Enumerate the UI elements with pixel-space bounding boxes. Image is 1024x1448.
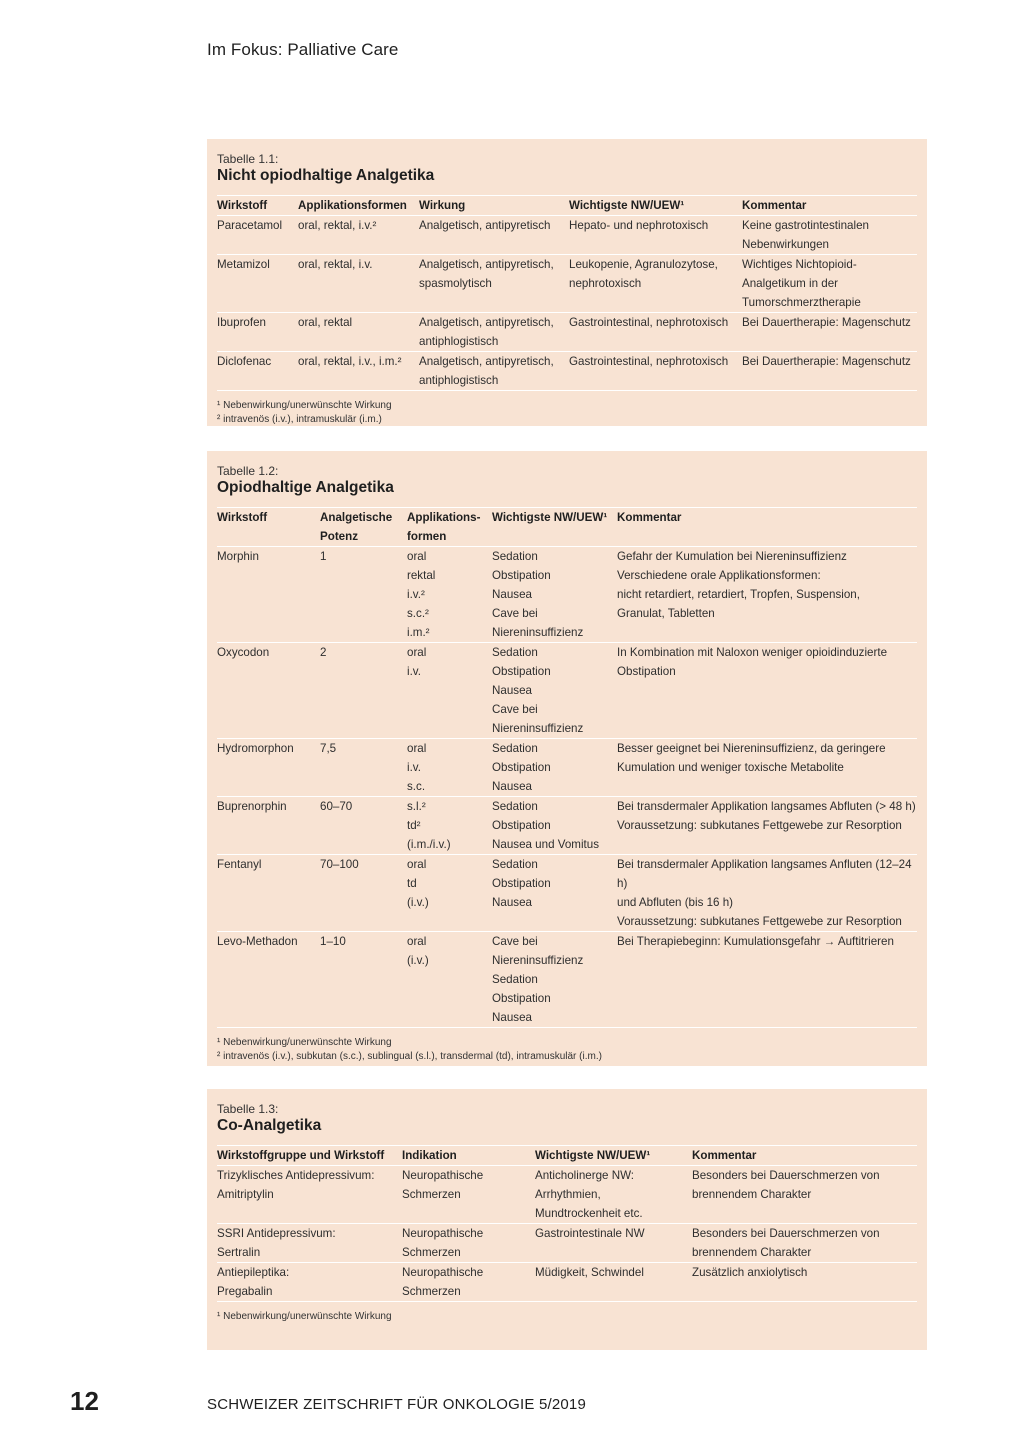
cell-nw-line: Sedation: [492, 800, 538, 813]
cell-nw: [492, 547, 617, 643]
column-header: Wichtigste NW/UEW¹: [535, 1146, 692, 1166]
cell-kommentar-line: Besonders bei Dauerschmerzen von: [692, 1227, 880, 1240]
cell-potenz: 70–100: [320, 855, 407, 932]
cell-indikation: [402, 1263, 535, 1302]
cell-wirkung: Analgetisch, antipyretisch: [419, 216, 569, 255]
table-row: [217, 1166, 917, 1224]
footnote: ¹ Nebenwirkung/unerwünschte Wirkung: [217, 400, 392, 411]
cell-kommentar-line: Bei transdermaler Applikation langsames Anfluten (12–24 h): [617, 858, 912, 890]
table-row: [217, 855, 917, 932]
cell-wirkstoff: Morphin: [217, 547, 320, 643]
cell-applikation-line: (i.v.): [407, 954, 429, 967]
cell-gruppe: [217, 1224, 402, 1263]
cell-nw: [492, 739, 617, 797]
table-row: [217, 643, 917, 739]
table-1-3-box: [207, 1089, 927, 1350]
cell-kommentar-line: In Kombination mit Naloxon weniger opioidinduzierte: [617, 646, 888, 659]
table-label: Tabelle 1.3:: [217, 1102, 279, 1116]
cell-nw: [535, 1263, 692, 1302]
cell-indikation-line: Neuropathische: [402, 1169, 484, 1182]
column-header: Wichtigste NW/UEW¹: [569, 196, 742, 216]
cell-kommentar-line: Verschiedene orale Applikationsformen:: [617, 569, 821, 582]
table-1-1: [217, 195, 917, 391]
cell-kommentar: [617, 797, 917, 855]
column-header: Indikation: [402, 1146, 535, 1166]
cell-potenz: 1: [320, 547, 407, 643]
column-header: Applikations- formen: [407, 508, 492, 547]
cell-nw-line: Nausea und Vomitus: [492, 838, 599, 851]
column-header: Analgetische Potenz: [320, 508, 407, 547]
cell-gruppe-line: SSRI Antidepressivum:: [217, 1227, 336, 1240]
cell-indikation-line: Schmerzen: [402, 1246, 461, 1259]
table-1-2: [217, 507, 917, 1028]
table-footnotes: [217, 1310, 917, 1324]
table-row: [217, 255, 917, 313]
cell-applikation: [407, 932, 492, 1028]
cell-kommentar-line: brennendem Charakter: [692, 1188, 812, 1201]
table-row: [217, 739, 917, 797]
cell-applikation-line: td: [407, 877, 417, 890]
column-header: Wirkstoff: [217, 508, 320, 547]
cell-wirkung: Analgetisch, antipyretisch, antiphlogistisch: [419, 352, 569, 391]
journal-name: SCHWEIZER ZEITSCHRIFT FÜR ONKOLOGIE 5/2019: [207, 1396, 587, 1413]
cell-potenz: 60–70: [320, 797, 407, 855]
cell-applikation-line: td²: [407, 819, 421, 832]
cell-potenz: 7,5: [320, 739, 407, 797]
table-label: Tabelle 1.2:: [217, 464, 279, 478]
table-footnotes: [217, 399, 917, 427]
cell-kommentar: [617, 643, 917, 739]
cell-kommentar-line: Besonders bei Dauerschmerzen von: [692, 1169, 880, 1182]
cell-kommentar-line: Kumulation und weniger toxische Metabolite: [617, 761, 844, 774]
cell-applikation: oral, rektal: [298, 313, 419, 352]
cell-nw: Hepato- und nephrotoxisch: [569, 216, 742, 255]
cell-wirkstoff: Metamizol: [217, 255, 298, 313]
table-title: Nicht opiodhaltige Analgetika: [217, 167, 435, 184]
table-row: [217, 547, 917, 643]
cell-potenz: 2: [320, 643, 407, 739]
column-header: Wirkstoffgruppe und Wirkstoff: [217, 1146, 402, 1166]
cell-nw-line: Nausea: [492, 1011, 532, 1024]
cell-applikation-line: oral: [407, 550, 427, 563]
cell-applikation-line: (i.m./i.v.): [407, 838, 451, 851]
cell-applikation: [407, 643, 492, 739]
cell-nw-line: Cave bei: [492, 935, 538, 948]
cell-kommentar-line: Bei transdermaler Applikation langsames Abfluten (> 48 h): [617, 800, 916, 813]
cell-gruppe: [217, 1263, 402, 1302]
cell-applikation-line: oral: [407, 646, 427, 659]
cell-kommentar-line: nicht retardiert, retardiert, Tropfen, Suspension,: [617, 588, 860, 601]
cell-kommentar-line: Zusätzlich anxiolytisch: [692, 1266, 808, 1279]
cell-applikation-line: s.c.: [407, 780, 426, 793]
cell-kommentar-line: Besser geeignet bei Niereninsuffizienz, da geringere: [617, 742, 886, 755]
cell-gruppe: [217, 1166, 402, 1224]
cell-nw-line: Sedation: [492, 742, 538, 755]
cell-nw-line: Obstipation: [492, 569, 551, 582]
cell-applikation: [407, 547, 492, 643]
cell-nw-line: Cave bei: [492, 607, 538, 620]
table-1-1-box: [207, 139, 927, 426]
cell-gruppe-line: Antiepileptika:: [217, 1266, 290, 1279]
cell-applikation-line: i.v.: [407, 665, 421, 678]
cell-nw-line: Cave bei: [492, 703, 538, 716]
column-header: Wichtigste NW/UEW¹: [492, 508, 617, 547]
cell-applikation: oral, rektal, i.v.: [298, 255, 419, 313]
cell-gruppe-line: Amitriptylin: [217, 1188, 274, 1201]
cell-kommentar: Wichtiges Nichtopioid-Analgetikum in der Tumorschmerztherapie: [742, 255, 917, 313]
cell-kommentar: Keine gastrotintestinalen Nebenwirkungen: [742, 216, 917, 255]
section-header: Im Fokus: Palliative Care: [207, 40, 399, 59]
column-header: Wirkung: [419, 196, 569, 216]
cell-nw: Gastrointestinal, nephrotoxisch: [569, 313, 742, 352]
cell-applikation-line: s.c.²: [407, 607, 429, 620]
table-footnotes: [217, 1036, 917, 1064]
cell-nw: [492, 855, 617, 932]
footnote: ² intravenös (i.v.), intramuskulär (i.m.): [217, 414, 382, 425]
cell-nw-line: Sedation: [492, 858, 538, 871]
table-row: [217, 1224, 917, 1263]
cell-kommentar: [617, 547, 917, 643]
page-number: 12: [70, 1386, 99, 1416]
column-header: Wirkstoff: [217, 196, 298, 216]
cell-kommentar-line: Gefahr der Kumulation bei Niereninsuffizienz: [617, 550, 847, 563]
cell-nw-line: Sedation: [492, 550, 538, 563]
cell-applikation-line: (i.v.): [407, 896, 429, 909]
cell-nw-line: Mundtrockenheit etc.: [535, 1207, 643, 1220]
cell-nw: Gastrointestinal, nephrotoxisch: [569, 352, 742, 391]
cell-kommentar: Bei Dauertherapie: Magenschutz: [742, 313, 917, 352]
cell-nw-line: Obstipation: [492, 665, 551, 678]
table-row: [217, 313, 917, 352]
cell-nw-line: Niereninsuffizienz: [492, 626, 584, 639]
cell-wirkung: Analgetisch, antipyretisch, antiphlogistisch: [419, 313, 569, 352]
cell-nw: [535, 1224, 692, 1263]
cell-gruppe-line: Trizyklisches Antidepressivum:: [217, 1169, 375, 1182]
column-header: Kommentar: [617, 508, 917, 547]
cell-indikation-line: Neuropathische: [402, 1266, 484, 1279]
column-header: Kommentar: [742, 196, 917, 216]
cell-nw-line: Obstipation: [492, 877, 551, 890]
cell-nw: [492, 643, 617, 739]
cell-indikation-line: Neuropathische: [402, 1227, 484, 1240]
cell-applikation-line: oral: [407, 935, 427, 948]
cell-nw-line: Nausea: [492, 588, 532, 601]
table-row: [217, 352, 917, 391]
cell-nw-line: Müdigkeit, Schwindel: [535, 1266, 644, 1279]
cell-wirkstoff: Diclofenac: [217, 352, 298, 391]
cell-kommentar: [692, 1224, 917, 1263]
table-row: [217, 216, 917, 255]
table-title: Opiodhaltige Analgetika: [217, 479, 394, 496]
cell-applikation-line: oral: [407, 858, 427, 871]
cell-applikation: oral, rektal, i.v.²: [298, 216, 419, 255]
table-row: [217, 1263, 917, 1302]
footnote: ¹ Nebenwirkung/unerwünschte Wirkung: [217, 1311, 392, 1322]
cell-nw-line: Niereninsuffizienz: [492, 722, 584, 735]
cell-applikation-line: rektal: [407, 569, 436, 582]
table-row: [217, 797, 917, 855]
cell-nw-line: Nausea: [492, 896, 532, 909]
cell-nw-line: Arrhythmien,: [535, 1188, 601, 1201]
cell-kommentar-line: Voraussetzung: subkutanes Fettgewebe zur Resorption: [617, 819, 902, 832]
cell-applikation-line: i.m.²: [407, 626, 430, 639]
cell-kommentar-line: und Abfluten (bis 16 h): [617, 896, 734, 909]
cell-kommentar: [617, 855, 917, 932]
cell-nw-line: Sedation: [492, 646, 538, 659]
cell-applikation: [407, 739, 492, 797]
cell-nw-line: Gastrointestinale NW: [535, 1227, 645, 1240]
cell-kommentar: [617, 739, 917, 797]
cell-potenz: 1–10: [320, 932, 407, 1028]
cell-wirkstoff: Oxycodon: [217, 643, 320, 739]
column-header: Kommentar: [692, 1146, 917, 1166]
cell-indikation-line: Schmerzen: [402, 1188, 461, 1201]
cell-indikation-line: Schmerzen: [402, 1285, 461, 1298]
table-row: [217, 932, 917, 1028]
cell-applikation-line: i.v.²: [407, 588, 425, 601]
cell-kommentar-line: Obstipation: [617, 665, 676, 678]
cell-wirkstoff: Levo-Methadon: [217, 932, 320, 1028]
cell-nw-line: Niereninsuffizienz: [492, 954, 584, 967]
cell-indikation: [402, 1224, 535, 1263]
table-1-3: [217, 1145, 917, 1302]
cell-wirkstoff: Paracetamol: [217, 216, 298, 255]
cell-wirkstoff: Ibuprofen: [217, 313, 298, 352]
cell-nw: [492, 932, 617, 1028]
cell-applikation: [407, 797, 492, 855]
cell-nw-line: Obstipation: [492, 992, 551, 1005]
cell-nw: Leukopenie, Agranulozytose, nephrotoxisch: [569, 255, 742, 313]
cell-wirkstoff: Fentanyl: [217, 855, 320, 932]
column-header: Applikationsformen: [298, 196, 419, 216]
cell-kommentar: [692, 1166, 917, 1224]
cell-kommentar-line: Voraussetzung: subkutanes Fettgewebe zur Resorption: [617, 915, 902, 928]
cell-nw-line: Sedation: [492, 973, 538, 986]
cell-applikation: oral, rektal, i.v., i.m.²: [298, 352, 419, 391]
table-1-2-box: [207, 451, 927, 1066]
cell-wirkstoff: Hydromorphon: [217, 739, 320, 797]
cell-nw-line: Nausea: [492, 780, 532, 793]
cell-kommentar: [617, 932, 917, 1028]
cell-gruppe-line: Sertralin: [217, 1246, 261, 1259]
cell-kommentar-line: Granulat, Tabletten: [617, 607, 715, 620]
cell-applikation-line: i.v.: [407, 761, 421, 774]
cell-kommentar: [692, 1263, 917, 1302]
cell-nw-line: Obstipation: [492, 819, 551, 832]
cell-applikation-line: oral: [407, 742, 427, 755]
cell-nw-line: Nausea: [492, 684, 532, 697]
cell-indikation: [402, 1166, 535, 1224]
cell-applikation: [407, 855, 492, 932]
cell-applikation-line: s.l.²: [407, 800, 426, 813]
cell-nw-line: Obstipation: [492, 761, 551, 774]
cell-kommentar: Bei Dauertherapie: Magenschutz: [742, 352, 917, 391]
cell-kommentar-line: brennendem Charakter: [692, 1246, 812, 1259]
footnote: ² intravenös (i.v.), subkutan (s.c.), sublingual (s.l.), transdermal (td), intramuskulär (i.m.): [217, 1051, 602, 1062]
cell-gruppe-line: Pregabalin: [217, 1285, 273, 1298]
footnote: ¹ Nebenwirkung/unerwünschte Wirkung: [217, 1037, 392, 1048]
cell-wirkung: Analgetisch, antipyretisch, spasmolytisch: [419, 255, 569, 313]
cell-nw-line: Anticholinerge NW:: [535, 1169, 635, 1182]
cell-nw: [535, 1166, 692, 1224]
cell-wirkstoff: Buprenorphin: [217, 797, 320, 855]
table-label: Tabelle 1.1:: [217, 152, 279, 166]
cell-kommentar-line: Bei Therapiebeginn: Kumulationsgefahr → Auftitrieren: [617, 935, 894, 948]
cell-nw: [492, 797, 617, 855]
table-title: Co-Analgetika: [217, 1117, 322, 1134]
